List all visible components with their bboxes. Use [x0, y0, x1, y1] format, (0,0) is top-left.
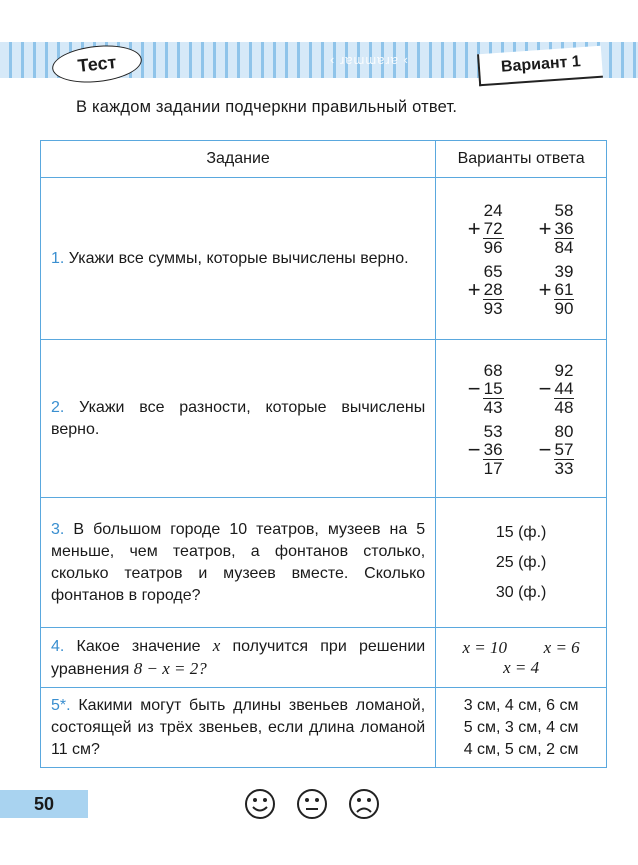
sum-result: 90 — [554, 298, 574, 318]
minuend: 92 — [554, 360, 574, 380]
answer-option[interactable] — [521, 423, 592, 478]
answer-option[interactable] — [521, 362, 592, 417]
task-2-question: Укажи все разности, которые вычислены верно. — [51, 398, 426, 438]
task-1-question: Укажи все суммы, которые вычислены верно. — [64, 249, 409, 267]
answer-option[interactable] — [450, 423, 521, 478]
task-1-text — [41, 178, 436, 340]
task-5-number: 5*. — [51, 696, 71, 714]
difference-result: 17 — [483, 458, 503, 478]
column-header-answers: Варианты ответа — [436, 141, 607, 178]
addend: 39 — [554, 261, 574, 281]
answer-option[interactable] — [450, 202, 521, 257]
variable-x: x — [212, 635, 221, 655]
task-3-number: 3. — [51, 520, 65, 538]
plus-sign: + — [467, 216, 481, 241]
task-row-2 — [41, 340, 607, 498]
answer-option[interactable] — [521, 202, 592, 257]
task-4-text — [41, 628, 436, 688]
minus-sign: − — [538, 437, 552, 462]
plus-sign: + — [538, 216, 552, 241]
addend: 36 — [554, 218, 574, 238]
sum-result: 93 — [483, 298, 503, 318]
addend: 61 — [554, 279, 574, 299]
answer-option[interactable] — [450, 362, 521, 417]
task-3-question: В большом городе 10 театров, музеев на 5 меньше, чем театров, а фонтанов столько, сколько театров и музеев вместе. Сколько фонтанов в городе? — [51, 520, 426, 604]
minus-sign: − — [538, 376, 552, 401]
task-row-5 — [41, 688, 607, 768]
minus-sign: − — [467, 437, 481, 462]
task-3-answers — [436, 498, 607, 628]
subtrahend: 57 — [554, 439, 574, 459]
minuend: 68 — [483, 360, 503, 380]
subtrahend: 15 — [483, 378, 503, 398]
task-row-1 — [41, 178, 607, 340]
addend: 72 — [483, 218, 503, 238]
self-assessment-faces — [244, 788, 380, 820]
neutral-face-icon[interactable] — [296, 788, 328, 820]
header-band-text: ‹ ɹɐɯɯɐɹɐ ‹ — [330, 52, 409, 67]
variant-label: Вариант 1 — [477, 46, 603, 87]
smile-face-icon[interactable] — [244, 788, 276, 820]
answer-option[interactable]: 15 (ф.) — [495, 523, 547, 541]
task-2-answers — [436, 340, 607, 498]
answer-option[interactable]: x = 4 — [503, 657, 540, 677]
table-header-row — [41, 141, 607, 178]
minuend: 80 — [554, 421, 574, 441]
task-4-question-cont: получится при решении уравнения — [51, 637, 426, 678]
column-header-task: Задание — [41, 141, 436, 178]
answer-option[interactable]: 5 см, 3 см, 4 см — [463, 718, 579, 736]
answer-option[interactable]: x = 10 — [462, 637, 508, 657]
plus-sign: + — [467, 277, 481, 302]
subtrahend: 36 — [483, 439, 503, 459]
equation: 8 − x = 2? — [133, 658, 207, 678]
task-2-text — [41, 340, 436, 498]
sum-result: 84 — [554, 237, 574, 257]
subtrahend: 44 — [554, 378, 574, 398]
task-4-answers — [436, 628, 607, 688]
task-1-number: 1. — [51, 249, 65, 267]
answer-option[interactable]: x = 6 — [543, 637, 580, 657]
task-5-answers — [436, 688, 607, 768]
task-row-3 — [41, 498, 607, 628]
addend: 24 — [483, 200, 503, 220]
task-row-4 — [41, 628, 607, 688]
task-5-question: Какими могут быть длины звеньев ломаной, состоящей из трёх звеньев, если длина ломаной 11 см? — [51, 696, 426, 758]
test-table — [40, 140, 607, 768]
answer-option[interactable]: 30 (ф.) — [495, 583, 547, 601]
sad-face-icon[interactable] — [348, 788, 380, 820]
minus-sign: − — [467, 376, 481, 401]
instruction-text: В каждом задании подчеркни правильный ответ. — [76, 98, 458, 116]
answer-option[interactable]: 25 (ф.) — [495, 553, 547, 571]
addend: 28 — [483, 279, 503, 299]
sum-result: 96 — [483, 237, 503, 257]
answer-option[interactable]: 4 см, 5 см, 2 см — [463, 740, 579, 758]
task-3-text — [41, 498, 436, 628]
difference-result: 33 — [554, 458, 574, 478]
test-badge: Тест — [50, 41, 143, 86]
difference-result: 43 — [483, 397, 503, 417]
plus-sign: + — [538, 277, 552, 302]
task-4-number: 4. — [51, 637, 65, 655]
page-number: 50 — [0, 790, 88, 818]
minuend: 53 — [483, 421, 503, 441]
addend: 58 — [554, 200, 574, 220]
task-5-text — [41, 688, 436, 768]
task-4-question: Какое значение — [64, 637, 213, 655]
task-1-answers — [436, 178, 607, 340]
addend: 65 — [483, 261, 503, 281]
answer-option[interactable]: 3 см, 4 см, 6 см — [463, 696, 579, 714]
answer-option[interactable] — [450, 263, 521, 318]
answer-option[interactable] — [521, 263, 592, 318]
difference-result: 48 — [554, 397, 574, 417]
task-2-number: 2. — [51, 398, 65, 416]
